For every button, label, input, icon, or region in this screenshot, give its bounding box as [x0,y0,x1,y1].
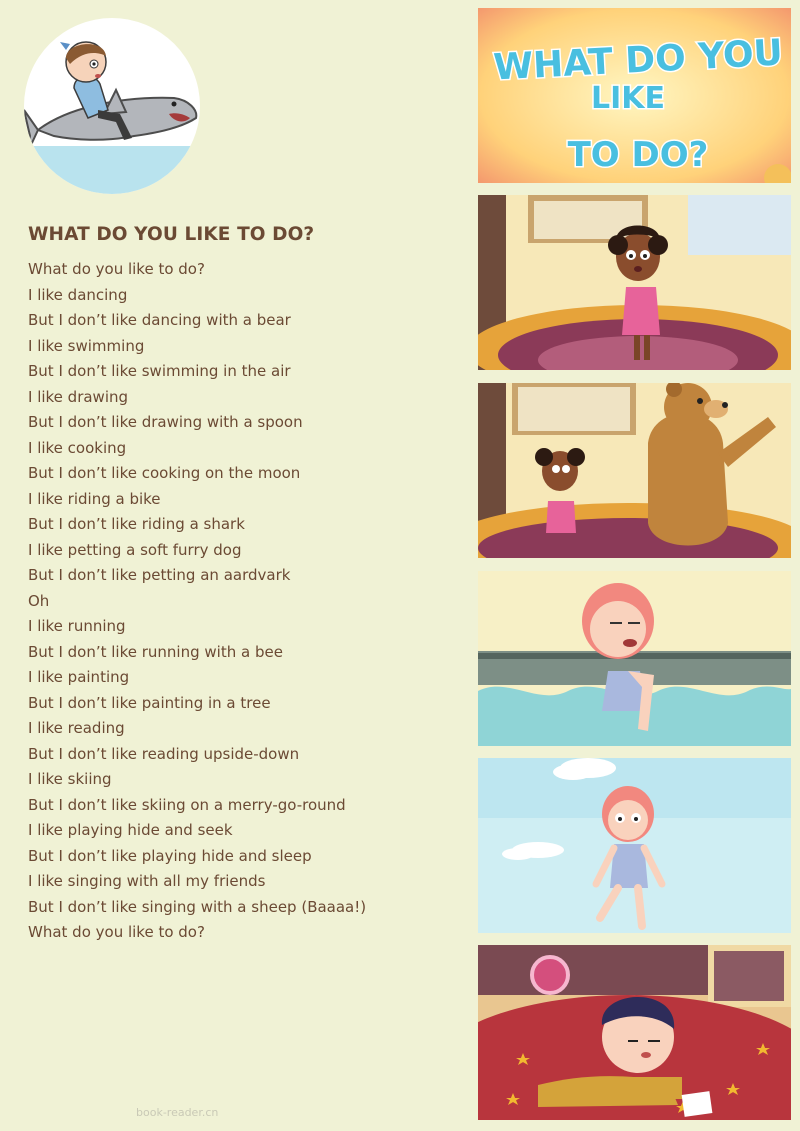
lyric-line: Oh [28,591,50,610]
title-card-panel [478,8,791,183]
girl-sky-panel [478,758,791,933]
lyric-line: But I don’t like swimming in the air [28,362,291,380]
lyric-line: I like cooking [28,438,127,457]
lyric-line: But I don’t like petting an aardvark [28,566,291,584]
girl-and-bear-panel [478,383,791,558]
lyric-line: What do you like to do? [28,923,205,941]
lyric-line: But I don’t like dancing with a bear [28,311,291,329]
lyric-line: I like swimming [28,336,145,355]
boy-riding-shark-logo [24,18,200,194]
lyric-line: But I don’t like riding a shark [28,515,245,533]
lyric-line: I like painting [28,668,130,686]
lyric-line: I like dancing [28,285,128,304]
lyric-line: But I don’t like painting in a tree [28,693,271,712]
lyric-line: But I don’t like cooking on the moon [28,464,301,482]
girl-dancing-panel [478,195,791,370]
lyric-line: But I don’t like running with a bee [28,642,283,661]
boy-reading-panel [478,945,791,1120]
lyrics-list [28,258,366,947]
lyric-line: I like reading [28,719,125,737]
lyric-line: But I don’t like singing with a sheep (Baaaa!) [28,897,367,916]
title-card-line-1: WHAT DO YOU [492,32,784,89]
lyric-line: I like skiing [28,770,112,788]
lyric-line: I like running [28,617,126,635]
lyric-line: I like singing with all my friends [28,872,266,890]
lyric-line: But I don’t like reading upside-down [28,744,300,763]
lyric-line: I like drawing [28,387,129,406]
song-title: WHAT DO YOU LIKE TO DO? [28,224,315,245]
lyric-line: But I don’t like playing hide and sleep [28,846,312,865]
lyric-line: But I don’t like skiing on a merry-go-round [28,795,346,814]
lyric-line: I like playing hide and seek [28,821,233,839]
title-card-line-3: TO DO? [567,135,709,175]
girl-floating-panel [478,571,791,746]
watermark: book-reader.cn [136,1106,219,1119]
lyric-line: But I don’t like drawing with a spoon [28,413,303,431]
lyric-line: I like riding a bike [28,489,161,508]
lyric-line: I like petting a soft furry dog [28,540,242,559]
title-card-line-2: LIKE [590,81,666,116]
lyric-line: What do you like to do? [28,260,205,278]
